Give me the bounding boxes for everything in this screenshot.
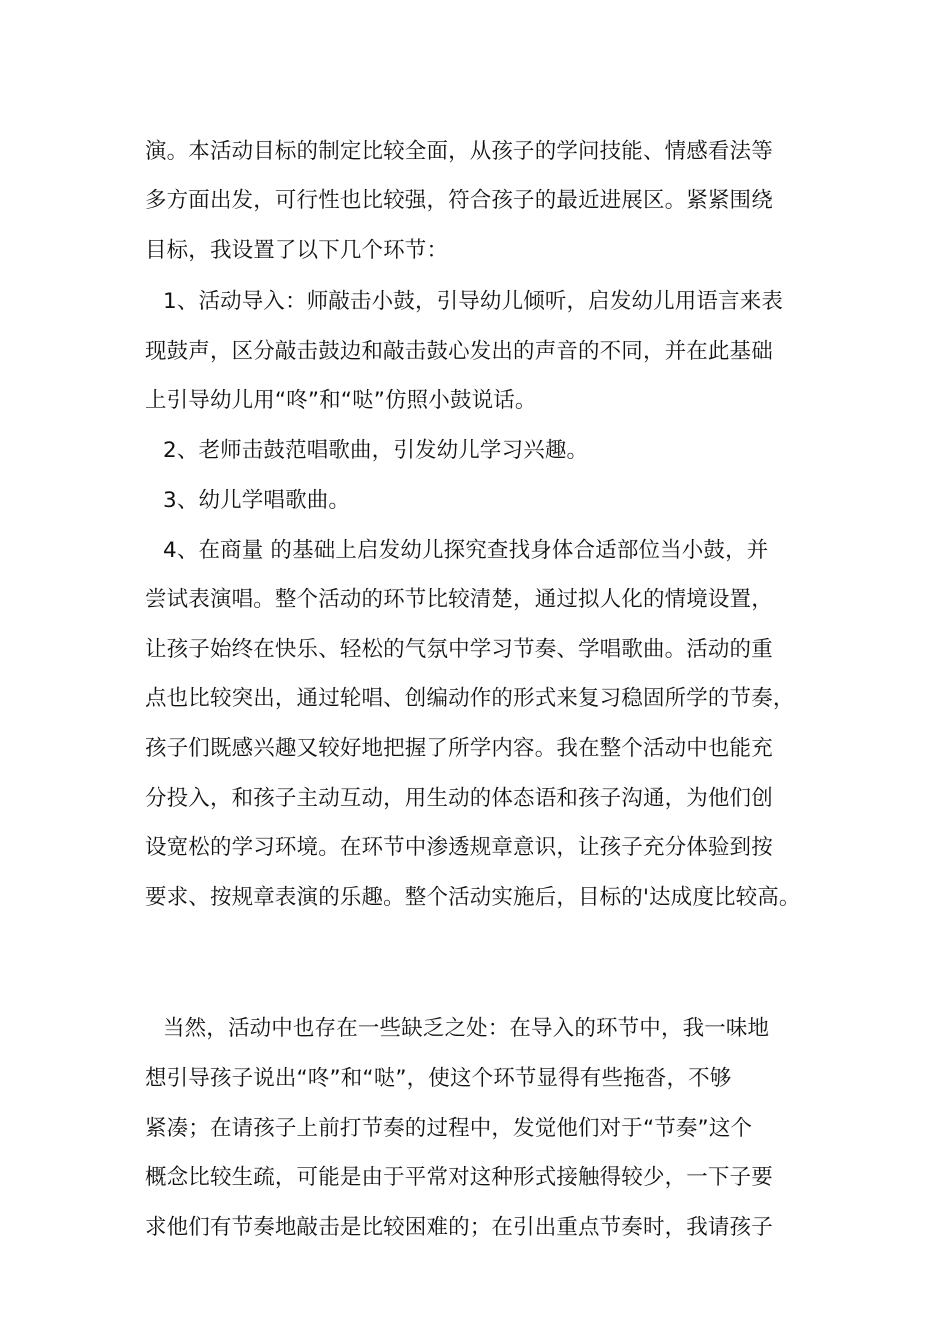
text-line: 分投入，和孩子主动互动，用生动的体态语和孩子沟通，为他们创 — [145, 786, 773, 811]
text-line: 要求、按规章表演的乐趣。整个活动实施后，目标的'达成度比较高。 — [145, 885, 801, 910]
text-line: 概念比较生疏，可能是由于平常对这种形式接触得较少，一下子要 — [145, 1165, 773, 1190]
text-line: 多方面出发，可行性也比较强，符合孩子的最近进展区。紧紧围绕 — [145, 188, 773, 213]
text-line: 紧凑；在请孩子上前打节奏的过程中，发觉他们对于“节奏”这个 — [145, 1116, 753, 1141]
text-line: 求他们有节奏地敲击是比较困难的；在引出重点节奏时，我请孩子 — [145, 1215, 773, 1240]
text-line: 让孩子始终在快乐、轻松的气氛中学习节奏、学唱歌曲。活动的重 — [145, 637, 773, 662]
text-line: 现鼓声，区分敲击鼓边和敲击鼓心发出的声音的不同，并在此基础 — [145, 339, 773, 364]
text-line: 上引导幼儿用“咚”和“哒”仿照小鼓说话。 — [145, 388, 537, 413]
text-line: 尝试表演唱。整个活动的环节比较清楚，通过拟人化的情境设置， — [145, 587, 773, 612]
text-line: 想引导孩子说出“咚”和“哒”，使这个环节显得有些拖沓，不够 — [145, 1066, 732, 1091]
text-line: 点也比较突出，通过轮唱、创编动作的形式来复习稳固所学的节奏， — [145, 686, 795, 711]
list-item-4: 4、在商量 的基础上启发幼儿探究查找身体合适部位当小鼓，并 — [163, 538, 769, 563]
text-line: 演。本活动目标的制定比较全面，从孩子的学问技能、情感看法等 — [145, 139, 773, 164]
text-line: 孩子们既感兴趣又较好地把握了所学内容。我在整个活动中也能充 — [145, 736, 773, 761]
list-item-2: 2、老师击鼓范唱歌曲，引发幼儿学习兴趣。 — [163, 438, 589, 463]
text-line: 设宽松的学习环境。在环节中渗透规章意识，让孩子充分体验到按 — [145, 835, 773, 860]
paragraph-start: 当然，活动中也存在一些缺乏之处：在导入的环节中，我一味地 — [163, 1016, 770, 1041]
list-item-1: 1、活动导入：师敲击小鼓，引导幼儿倾听，启发幼儿用语言来表 — [163, 289, 784, 314]
text-line: 目标，我设置了以下几个环节： — [145, 238, 449, 263]
list-item-3: 3、幼儿学唱歌曲。 — [163, 488, 351, 513]
